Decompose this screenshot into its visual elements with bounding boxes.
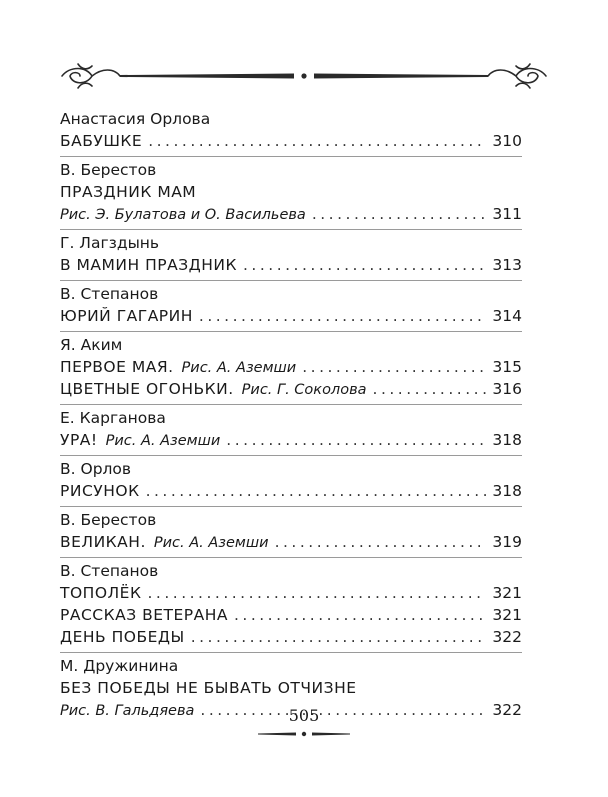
toc-entry[interactable] bbox=[60, 626, 522, 648]
toc-group bbox=[60, 230, 522, 281]
page-number: 505 bbox=[288, 706, 320, 725]
entry-page-number: 322 bbox=[492, 701, 522, 719]
entry-page-number: 311 bbox=[492, 205, 522, 223]
entry-page-number: 322 bbox=[492, 628, 522, 646]
entry-title: РАССКАЗ ВЕТЕРАНА bbox=[60, 606, 228, 624]
toc-entry[interactable] bbox=[60, 254, 522, 276]
entry-illustrator: Рис. А. Аземши bbox=[181, 360, 297, 376]
entry-page-number: 310 bbox=[492, 132, 522, 150]
dot-leader bbox=[243, 254, 486, 276]
dot-leader bbox=[146, 480, 486, 502]
author-name: М. Дружинина bbox=[60, 657, 179, 675]
toc-entry[interactable] bbox=[60, 356, 522, 378]
entry-page-number: 318 bbox=[492, 482, 522, 500]
toc-entry[interactable] bbox=[60, 531, 522, 553]
dot-leader bbox=[147, 582, 486, 604]
entry-page-number: 319 bbox=[492, 533, 522, 551]
dot-leader bbox=[312, 203, 486, 225]
entry-page-number: 321 bbox=[492, 606, 522, 624]
author-name: В. Орлов bbox=[60, 460, 132, 478]
entry-title: БЕЗ ПОБЕДЫ НЕ БЫВАТЬ ОТЧИЗНЕ bbox=[60, 679, 357, 697]
entry-page-number: 313 bbox=[492, 256, 522, 274]
dot-leader bbox=[234, 604, 486, 626]
entry-title: УРА! bbox=[60, 431, 98, 449]
entry-title: ТОПОЛЁК bbox=[60, 584, 142, 602]
toc-group bbox=[60, 106, 522, 157]
author-name: В. Степанов bbox=[60, 562, 159, 580]
toc-group bbox=[60, 456, 522, 507]
dot-leader bbox=[199, 305, 486, 327]
author-name: В. Берестов bbox=[60, 161, 157, 179]
toc-entry[interactable] bbox=[60, 203, 522, 225]
entry-title: ВЕЛИКАН. bbox=[60, 533, 146, 551]
dot-leader bbox=[302, 356, 486, 378]
entry-page-number: 316 bbox=[492, 380, 522, 398]
entry-illustrator: Рис. Г. Соколова bbox=[241, 382, 367, 398]
toc-group bbox=[60, 281, 522, 332]
author-name: Анастасия Орлова bbox=[60, 110, 211, 128]
toc-group bbox=[60, 507, 522, 558]
toc-group bbox=[60, 157, 522, 230]
entry-illustrator: Рис. А. Аземши bbox=[105, 433, 221, 449]
entry-page-number: 321 bbox=[492, 584, 522, 602]
author-name: Я. Аким bbox=[60, 336, 123, 354]
entry-illustrator: Рис. Э. Булатова и О. Васильева bbox=[60, 207, 306, 223]
entry-page-number: 315 bbox=[492, 358, 522, 376]
author-name: В. Степанов bbox=[60, 285, 159, 303]
entry-page-number: 318 bbox=[492, 431, 522, 449]
author-name: Е. Карганова bbox=[60, 409, 166, 427]
entry-title: ПРАЗДНИК МАМ bbox=[60, 183, 197, 201]
dot-leader bbox=[226, 429, 486, 451]
toc-group bbox=[60, 558, 522, 653]
toc-entry[interactable] bbox=[60, 429, 522, 451]
toc-entry[interactable] bbox=[60, 378, 522, 400]
header-ornament bbox=[58, 58, 550, 94]
author-name: В. Берестов bbox=[60, 511, 157, 529]
toc-entry[interactable] bbox=[60, 604, 522, 626]
toc-entry[interactable] bbox=[60, 130, 522, 152]
dot-leader bbox=[191, 626, 486, 648]
entry-illustrator: Рис. В. Гальдяева bbox=[60, 703, 195, 719]
entry-title: ЮРИЙ ГАГАРИН bbox=[60, 307, 193, 325]
toc-entry[interactable] bbox=[60, 305, 522, 327]
dot-leader bbox=[373, 378, 486, 400]
entry-title: ЦВЕТНЫЕ ОГОНЬКИ. bbox=[60, 380, 234, 398]
entry-title: В МАМИН ПРАЗДНИК bbox=[60, 256, 237, 274]
toc-entry[interactable] bbox=[60, 582, 522, 604]
entry-illustrator: Рис. А. Аземши bbox=[153, 535, 269, 551]
footer-ornament bbox=[256, 728, 352, 740]
toc-group bbox=[60, 405, 522, 456]
entry-page-number: 314 bbox=[492, 307, 522, 325]
toc-entry[interactable] bbox=[60, 181, 522, 203]
dot-leader bbox=[275, 531, 486, 553]
entry-title: РИСУНОК bbox=[60, 482, 140, 500]
entry-title: БАБУШКЕ bbox=[60, 132, 143, 150]
toc-entry[interactable] bbox=[60, 677, 522, 699]
table-of-contents bbox=[60, 106, 522, 725]
author-name: Г. Лагздынь bbox=[60, 234, 160, 252]
toc-entry[interactable] bbox=[60, 480, 522, 502]
entry-title: ДЕНЬ ПОБЕДЫ bbox=[60, 628, 185, 646]
dot-leader bbox=[148, 130, 486, 152]
toc-group bbox=[60, 332, 522, 405]
entry-title: ПЕРВОЕ МАЯ. bbox=[60, 358, 174, 376]
